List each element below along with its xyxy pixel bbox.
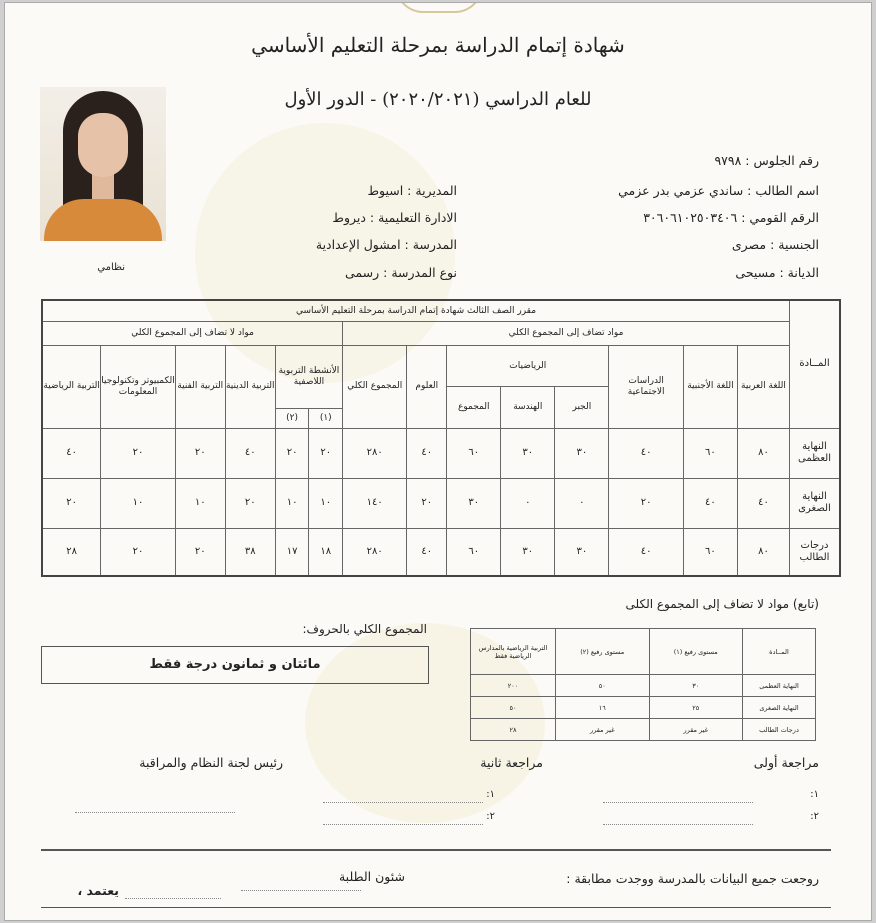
table-row — [42, 528, 840, 576]
col-sports: التربية الرياضية — [42, 346, 101, 429]
signature-line — [603, 801, 753, 803]
table-cell: ٥٠ — [471, 697, 556, 719]
table-cell: النهاية الصغرى — [743, 697, 816, 719]
table-cell: ٣٠ — [555, 428, 609, 478]
student-name: اسم الطالب : ساندي عزمي بدر عزمي — [618, 183, 819, 198]
nationality: الجنسية : مصرى — [731, 237, 819, 252]
table-caption: مقرر الصف الثالث شهادة إتمام الدراسة بمرحلة التعليم الأساسي — [42, 300, 790, 322]
table-cell: ٢٠ — [609, 478, 683, 528]
table-cell: التربية الرياضية بالمدارس الرياضية فقط — [471, 629, 556, 675]
table-cell: النهاية العظمى — [743, 675, 816, 697]
col-science: العلوم — [407, 346, 447, 429]
educational-administration: الادارة التعليمية : ديروط — [332, 210, 457, 225]
table-cell: ٤٠ — [407, 528, 447, 576]
col-activity-1: (١) — [309, 409, 343, 429]
photo-caption: نظامي — [97, 262, 125, 273]
table-cell: ٨٠ — [737, 428, 789, 478]
reviewer-2-line-1-num: ١: — [486, 789, 495, 800]
added-group-header: مواد تضاف إلى المجموع الكلي — [343, 322, 790, 346]
table-cell: ٣٨ — [225, 528, 275, 576]
table-cell: ٢٠ — [309, 428, 343, 478]
table-cell: المــادة — [743, 629, 816, 675]
signature-line — [323, 801, 483, 803]
table-cell: ٦٠ — [683, 428, 737, 478]
table-cell: ١٠ — [101, 478, 175, 528]
supplementary-table — [470, 628, 816, 741]
table-cell: ٤٠ — [225, 428, 275, 478]
table-cell: غير مقرر — [649, 719, 743, 741]
table-cell: ١٠ — [175, 478, 225, 528]
certificate-title: شهادة إتمام الدراسة بمرحلة التعليم الأساسي — [251, 33, 625, 57]
col-geometry: الهندسة — [501, 387, 555, 428]
table-cell: ١٠ — [275, 478, 309, 528]
table-cell: ٢٠ — [101, 428, 175, 478]
table-cell: ٢٨ — [471, 719, 556, 741]
student-affairs-label: شئون الطلبة — [338, 869, 405, 884]
col-math-total: المجموع — [447, 387, 501, 428]
school-type: نوع المدرسة : رسمى — [345, 265, 457, 280]
emblem — [395, 2, 483, 13]
grades-table — [41, 299, 841, 577]
certificate-subtitle: للعام الدراسي (٢٠٢٠/٢٠٢١) - الدور الأول — [284, 89, 592, 110]
table-cell: ٤٠ — [407, 428, 447, 478]
table-cell: ١٧ — [275, 528, 309, 576]
table-row — [471, 675, 816, 697]
col-activity-2: (٢) — [275, 409, 309, 429]
table-cell: ٢٠ — [175, 528, 225, 576]
table-cell: ٢٠ — [225, 478, 275, 528]
table-cell: ٨٠ — [737, 528, 789, 576]
table-cell: ٢٨ — [42, 528, 101, 576]
table-cell: ٣٠ — [447, 478, 501, 528]
committee-head-label: رئيس لجنة النظام والمراقبة — [139, 755, 283, 770]
col-algebra: الجبر — [555, 387, 609, 428]
table-cell: ٣٠ — [501, 528, 555, 576]
signature-line — [603, 823, 753, 825]
table-cell: ٢٠ — [407, 478, 447, 528]
table-cell: ٢٨٠ — [343, 428, 407, 478]
col-activities: الأنشطة التربوية اللاصفية — [275, 346, 342, 409]
table-cell: ٠ — [501, 478, 555, 528]
table-cell: ٦٠ — [447, 528, 501, 576]
col-art-ed: التربية الفنية — [175, 346, 225, 429]
not-added-group-header: مواد لا تضاف إلى المجموع الكلي — [42, 322, 343, 346]
table-cell: درجات الطالب — [790, 528, 841, 576]
table-cell: ١٦ — [556, 697, 650, 719]
approved-label: يعتمد ، — [77, 883, 119, 898]
table-cell: ٣٠ — [501, 428, 555, 478]
verification-text: روجعت جميع البيانات بالمدرسة ووجدت مطابقة : — [566, 871, 819, 886]
table-row — [471, 697, 816, 719]
signature-line — [323, 823, 483, 825]
certificate-page — [4, 2, 872, 921]
table-cell: النهاية العظمى — [790, 428, 841, 478]
table-cell: ٢٠ — [42, 478, 101, 528]
table-cell: ٥٠ — [556, 675, 650, 697]
table-cell: مستوى رفيع (١) — [649, 629, 743, 675]
signature-line — [241, 889, 361, 891]
seat-number: رقم الجلوس : ٩٧٩٨ — [714, 153, 819, 168]
national-id: الرقم القومي : ٣٠٦٠٦١٠٢٥٠٣٤٠٦ — [643, 210, 819, 225]
col-foreign: اللغة الأجنبية — [683, 346, 737, 429]
school-name: المدرسة : امشول الإعدادية — [315, 237, 457, 252]
divider — [41, 849, 831, 851]
col-computer: الكمبيوتر وتكنولوجيا المعلومات — [101, 346, 175, 429]
table-row — [42, 478, 840, 528]
table-cell: ٦٠ — [683, 528, 737, 576]
reviewer-1-line-1-num: ١: — [810, 789, 819, 800]
table-row — [471, 719, 816, 741]
table-row — [42, 428, 840, 478]
table-cell: غير مقرر — [556, 719, 650, 741]
reviewer-2-label: مراجعة ثانية — [480, 755, 543, 770]
total-in-words: مائتان و ثمانون درجة فقط — [41, 646, 429, 684]
table-cell: ٢٠ — [175, 428, 225, 478]
religion: الديانة : مسيحى — [735, 265, 819, 280]
table-cell: ٦٠ — [447, 428, 501, 478]
col-math: الرياضيات — [447, 346, 609, 387]
table-cell: ٢٥ — [649, 697, 743, 719]
table-cell: ٣٠ — [649, 675, 743, 697]
table-cell: ٢٨٠ — [343, 528, 407, 576]
student-photo — [40, 87, 166, 241]
table-cell: ٣٠ — [555, 528, 609, 576]
table-cell: درجات الطالب — [743, 719, 816, 741]
divider — [41, 907, 831, 908]
subject-header: المــادة — [790, 300, 841, 428]
table-cell: ١٤٠ — [343, 478, 407, 528]
table-cell: ٢٠ — [275, 428, 309, 478]
col-social: الدراسات الاجتماعية — [609, 346, 683, 429]
table-cell: ٤٠ — [609, 428, 683, 478]
directorate: المديرية : اسيوط — [367, 183, 457, 198]
table-cell: النهاية الصغرى — [790, 478, 841, 528]
supplementary-title: (تابع) مواد لا تضاف إلى المجموع الكلى — [625, 597, 819, 611]
col-grand-total: المجموع الكلي — [343, 346, 407, 429]
table-cell: ٤٠ — [737, 478, 789, 528]
table-cell: ٤٠ — [609, 528, 683, 576]
total-in-words-label: المجموع الكلي بالحروف: — [302, 622, 427, 636]
table-cell: ٠ — [555, 478, 609, 528]
col-religion-ed: التربية الدينية — [225, 346, 275, 429]
table-cell: ٤٠ — [42, 428, 101, 478]
table-cell: ١٨ — [309, 528, 343, 576]
table-cell: ٢٠ — [101, 528, 175, 576]
reviewer-1-line-2-num: ٢: — [810, 811, 819, 822]
col-arabic: اللغة العربية — [737, 346, 789, 429]
reviewer-1-label: مراجعة أولى — [753, 755, 819, 770]
table-cell: مستوى رفيع (٢) — [556, 629, 650, 675]
table-cell: ٤٠ — [683, 478, 737, 528]
signature-line — [125, 897, 221, 899]
table-cell: ٢٠٠ — [471, 675, 556, 697]
reviewer-2-line-2-num: ٢: — [486, 811, 495, 822]
table-cell: ١٠ — [309, 478, 343, 528]
signature-line — [75, 811, 235, 813]
